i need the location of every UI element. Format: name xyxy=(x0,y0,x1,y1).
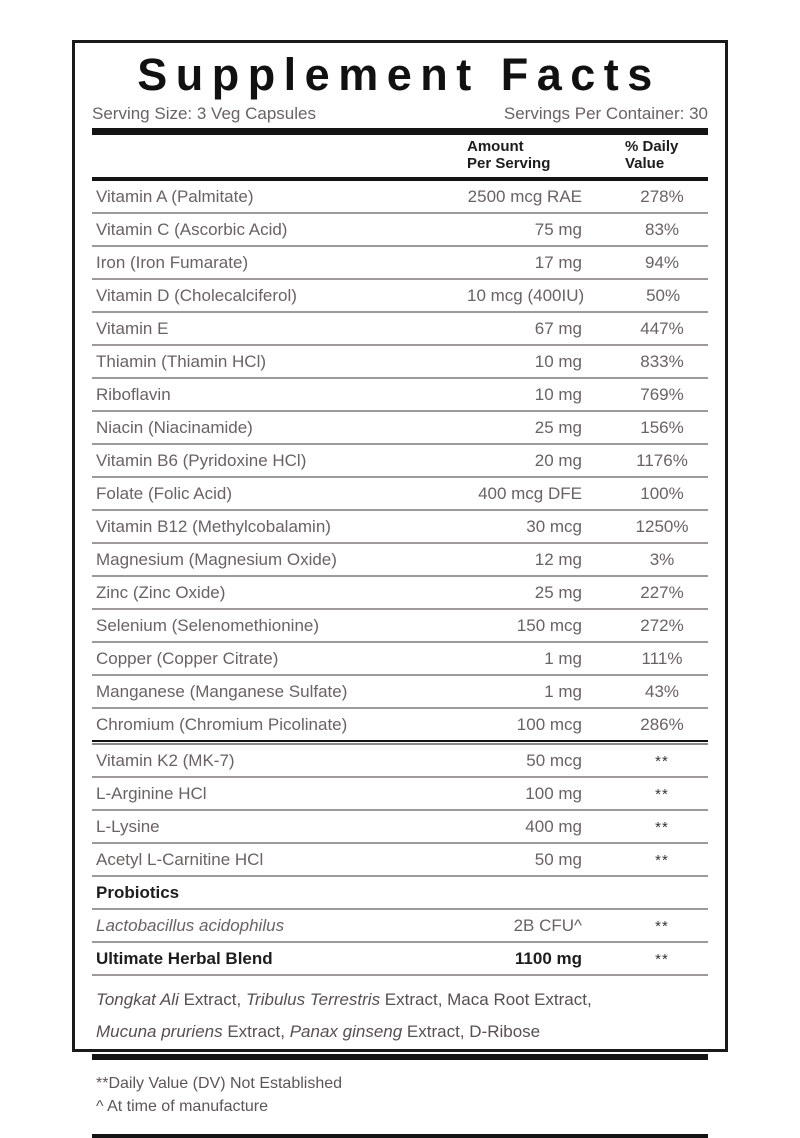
dv-header-line2: Value xyxy=(625,155,665,172)
serving-size: Serving Size: 3 Veg Capsules xyxy=(92,104,316,123)
table-row xyxy=(92,811,708,842)
table-row xyxy=(92,745,708,776)
blend-ingredients-line2 xyxy=(96,1016,708,1048)
nutrient-daily-value: 227% xyxy=(640,583,684,602)
nutrient-amount: 10 mg xyxy=(534,385,582,404)
table-row xyxy=(92,181,708,212)
table-row xyxy=(92,445,708,476)
nutrient-amount: 150 mcg xyxy=(516,616,582,635)
nutrient-daily-value: ** xyxy=(655,786,669,803)
nutrient-amount: 100 mcg xyxy=(516,715,582,734)
amount-per-serving-header xyxy=(467,138,550,172)
nutrient-amount: 25 mg xyxy=(534,583,582,602)
table-row xyxy=(92,544,708,575)
daily-value-header xyxy=(625,138,678,172)
nutrient-name: L-Lysine xyxy=(96,817,160,836)
nutrient-name: Vitamin E xyxy=(96,319,169,338)
panel-content xyxy=(92,49,708,1138)
nutrient-daily-value: 100% xyxy=(640,484,684,503)
ingredient-text: Extract, xyxy=(178,990,246,1009)
nutrient-name: Thiamin (Thiamin HCl) xyxy=(96,352,267,371)
probiotics-heading-amount xyxy=(467,892,582,898)
blend-ingredients-line1 xyxy=(96,984,708,1016)
nutrient-daily-value: 83% xyxy=(644,220,680,239)
botanical-name: Mucuna pruriens xyxy=(96,1022,223,1041)
nutrient-amount: 400 mcg DFE xyxy=(478,484,582,503)
table-row xyxy=(92,643,708,674)
table-row xyxy=(92,676,708,707)
nutrient-daily-value: ** xyxy=(655,918,669,935)
footnote-manufacture: ^ At time of manufacture xyxy=(96,1098,269,1115)
nutrient-daily-value: 3% xyxy=(649,550,675,569)
dv-header-line1: % Daily xyxy=(625,138,679,155)
ingredient-text: Extract, Maca Root Extract, xyxy=(380,990,592,1009)
nutrient-daily-value: 833% xyxy=(640,352,684,371)
nutrient-name: Vitamin A (Palmitate) xyxy=(96,187,254,206)
nutrient-amount: 12 mg xyxy=(534,550,582,569)
nutrient-name: Magnesium (Magnesium Oxide) xyxy=(96,550,337,569)
nutrient-amount: 75 mg xyxy=(534,220,582,239)
nutrient-name: Chromium (Chromium Picolinate) xyxy=(96,715,348,734)
table-row xyxy=(92,346,708,377)
probiotics-heading-dv xyxy=(582,892,708,898)
nutrient-amount: 400 mg xyxy=(525,817,582,836)
herbal-blend-name: Ultimate Herbal Blend xyxy=(96,949,273,968)
nutrient-name: Folate (Folic Acid) xyxy=(96,484,233,503)
herbal-blend-row xyxy=(92,943,708,974)
nutrient-amount: 67 mg xyxy=(534,319,582,338)
nutrient-name: Vitamin D (Cholecalciferol) xyxy=(96,286,297,305)
nutrient-name: Acetyl L-Carnitine HCl xyxy=(96,850,264,869)
nutrient-daily-value: 278% xyxy=(640,187,684,206)
serving-info xyxy=(92,103,708,124)
nutrient-name: Vitamin C (Ascorbic Acid) xyxy=(96,220,288,239)
ingredient-text: Extract, xyxy=(222,1022,290,1041)
nutrient-name: Iron (Iron Fumarate) xyxy=(96,253,249,272)
nutrient-name: Selenium (Selenomethionine) xyxy=(96,616,320,635)
footnote-daily-value: **Daily Value (DV) Not Established xyxy=(96,1075,343,1092)
supplement-facts-panel xyxy=(72,40,728,1115)
nutrient-amount: 1 mg xyxy=(544,682,582,701)
footnotes xyxy=(92,1060,708,1134)
page-title: Supplement Facts xyxy=(137,49,661,100)
table-row xyxy=(92,247,708,278)
table-row xyxy=(92,778,708,809)
divider-top-thick xyxy=(92,128,708,135)
nutrient-daily-value: ** xyxy=(655,852,669,869)
nutrient-name: Zinc (Zinc Oxide) xyxy=(96,583,226,602)
nutrient-amount: 2B CFU^ xyxy=(513,916,582,935)
nutrient-amount: 20 mg xyxy=(534,451,582,470)
nutrient-daily-value: 1250% xyxy=(635,517,689,536)
nutrient-name: Vitamin B6 (Pyridoxine HCl) xyxy=(96,451,307,470)
nutrient-amount: 10 mcg (400IU) xyxy=(467,286,585,305)
nutrient-daily-value: 43% xyxy=(644,682,680,701)
nutrient-amount: 17 mg xyxy=(534,253,582,272)
nutrient-amount: 2500 mcg RAE xyxy=(467,187,582,206)
table-row xyxy=(92,280,708,311)
table-row xyxy=(92,379,708,410)
herbal-blend-dv: ** xyxy=(655,951,669,968)
nutrient-daily-value: 50% xyxy=(646,286,681,305)
nutrient-daily-value: 769% xyxy=(640,385,684,404)
table-row xyxy=(92,577,708,608)
nutrient-daily-value: 447% xyxy=(640,319,684,338)
herbal-blend-ingredients xyxy=(92,976,708,1054)
nutrient-amount: 50 mcg xyxy=(526,751,582,770)
nutrient-name: Lactobacillus acidophilus xyxy=(96,916,285,935)
nutrient-daily-value: 94% xyxy=(644,253,680,272)
nutrient-name: L-Arginine HCl xyxy=(96,784,207,803)
table-row xyxy=(92,478,708,509)
nutrient-rows-secondary xyxy=(92,745,708,875)
nutrient-daily-value: 286% xyxy=(640,715,684,734)
table-row xyxy=(92,610,708,641)
nutrient-rows-probiotics xyxy=(92,910,708,941)
table-row xyxy=(92,313,708,344)
divider-bottom xyxy=(92,1134,708,1138)
nutrient-daily-value: ** xyxy=(655,819,669,836)
nutrient-amount: 25 mg xyxy=(534,418,582,437)
nutrient-daily-value: 111% xyxy=(641,649,683,668)
ingredient-text: Extract, D-Ribose xyxy=(402,1022,541,1041)
table-row xyxy=(92,910,708,941)
herbal-blend-amount: 1100 mg xyxy=(514,949,582,968)
nutrient-name: Manganese (Manganese Sulfate) xyxy=(96,682,348,701)
nutrient-amount: 30 mcg xyxy=(526,517,582,536)
table-row xyxy=(92,214,708,245)
amount-header-line2: Per Serving xyxy=(467,155,551,172)
table-row xyxy=(92,844,708,875)
nutrient-amount: 100 mg xyxy=(525,784,582,803)
nutrient-amount: 1 mg xyxy=(544,649,582,668)
probiotics-heading: Probiotics xyxy=(96,883,180,902)
probiotics-heading-row xyxy=(92,877,708,908)
botanical-name: Panax ginseng xyxy=(289,1022,403,1041)
nutrient-amount: 10 mg xyxy=(534,352,582,371)
nutrient-rows-primary xyxy=(92,181,708,740)
nutrient-daily-value: 156% xyxy=(640,418,684,437)
nutrient-amount: 50 mg xyxy=(534,850,582,869)
nutrient-name: Vitamin K2 (MK-7) xyxy=(96,751,235,770)
nutrient-daily-value: ** xyxy=(655,753,669,770)
nutrient-name: Niacin (Niacinamide) xyxy=(96,418,253,437)
botanical-name: Tribulus Terrestris xyxy=(245,990,381,1009)
column-headers xyxy=(92,135,708,177)
nutrient-daily-value: 1176% xyxy=(636,451,688,470)
nutrient-name: Copper (Copper Citrate) xyxy=(96,649,279,668)
nutrient-name: Riboflavin xyxy=(96,385,171,404)
table-row xyxy=(92,511,708,542)
table-row xyxy=(92,709,708,740)
botanical-name: Tongkat Ali xyxy=(96,990,179,1009)
nutrient-daily-value: 272% xyxy=(640,616,684,635)
nutrient-name: Vitamin B12 (Methylcobalamin) xyxy=(96,517,331,536)
servings-per-container: Servings Per Container: 30 xyxy=(503,104,708,123)
amount-header-line1: Amount xyxy=(467,138,524,155)
table-row xyxy=(92,412,708,443)
